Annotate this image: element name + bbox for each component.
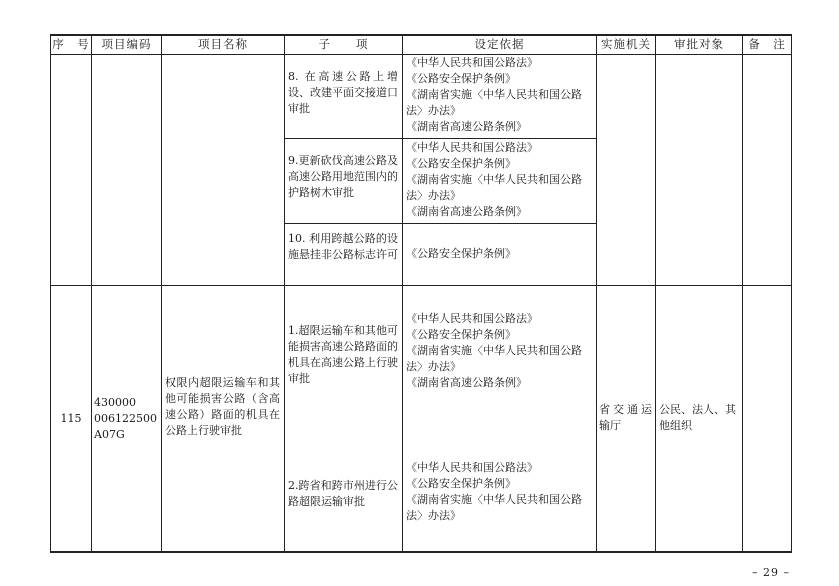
page-number: – 29 – <box>752 566 790 579</box>
col-border-2 <box>161 34 162 553</box>
header-sub: 子 项 <box>318 37 369 51</box>
sub-item-10-label: 10. 利用跨越公路的设施悬挂非公路标志许可 <box>288 232 398 261</box>
row-divider-9-10 <box>284 223 596 224</box>
header-code: 项目编码 <box>101 37 152 51</box>
sub-item-8-basis: 《中华人民共和国公路法》 《公路安全保护条例》 《湖南省实施〈中华人民共和国公路法〉办法》 《湖南省高速公路条例》 <box>406 56 582 133</box>
col-border-4 <box>402 34 403 553</box>
header-remark: 备 注 <box>748 37 786 51</box>
sub-item-8-label: 8. 在高速公路上增设、改建平面交接道口审批 <box>288 70 398 115</box>
col-border-8 <box>791 34 792 553</box>
sub-item-10-basis: 《公路安全保护条例》 <box>406 247 516 260</box>
col-border-6 <box>655 34 656 553</box>
header-agency: 实施机关 <box>601 37 651 51</box>
item-115-code: 430000 006122500 A07G <box>94 396 157 441</box>
sub-item-9-basis: 《中华人民共和国公路法》 《公路安全保护条例》 《湖南省实施〈中华人民共和国公路法〉办法》 《湖南省高速公路条例》 <box>406 141 582 218</box>
col-border-0 <box>50 34 51 553</box>
col-border-3 <box>284 34 285 553</box>
header-basis: 设定依据 <box>474 37 525 51</box>
sub-item-2-basis: 《中华人民共和国公路法》 《公路安全保护条例》 《湖南省实施〈中华人民共和国公路法〉办法》 <box>406 461 582 522</box>
sub-item-1-label: 1.超限运输车和其他可能损害高速公路路面的机具在高速公路上行驶审批 <box>288 324 398 385</box>
row-divider-8-9 <box>284 138 596 139</box>
col-border-7 <box>742 34 743 553</box>
header-name: 项目名称 <box>198 37 248 51</box>
sub-item-9-label: 9.更新砍伐高速公路及高速公路用地范围内的护路树木审批 <box>288 154 398 199</box>
header-target: 审批对象 <box>674 37 724 51</box>
item-115-agency: 省交通运输厅 <box>599 403 652 432</box>
sub-item-2-label: 2.跨省和跨市州进行公路超限运输审批 <box>288 479 398 508</box>
item-115-seq: 115 <box>60 412 82 425</box>
item-115-name: 权限内超限运输车和其他可能损害公路（含高速公路）路面的机具在公路上行驶审批 <box>165 376 280 437</box>
sub-item-1-basis: 《中华人民共和国公路法》 《公路安全保护条例》 《湖南省实施〈中华人民共和国公路法〉办法》 《湖南省高速公路条例》 <box>406 312 582 389</box>
item-115-target: 公民、法人、其他组织 <box>659 403 736 432</box>
header-seq: 序 号 <box>52 37 90 51</box>
col-border-5 <box>596 34 597 553</box>
col-border-1 <box>91 34 92 553</box>
